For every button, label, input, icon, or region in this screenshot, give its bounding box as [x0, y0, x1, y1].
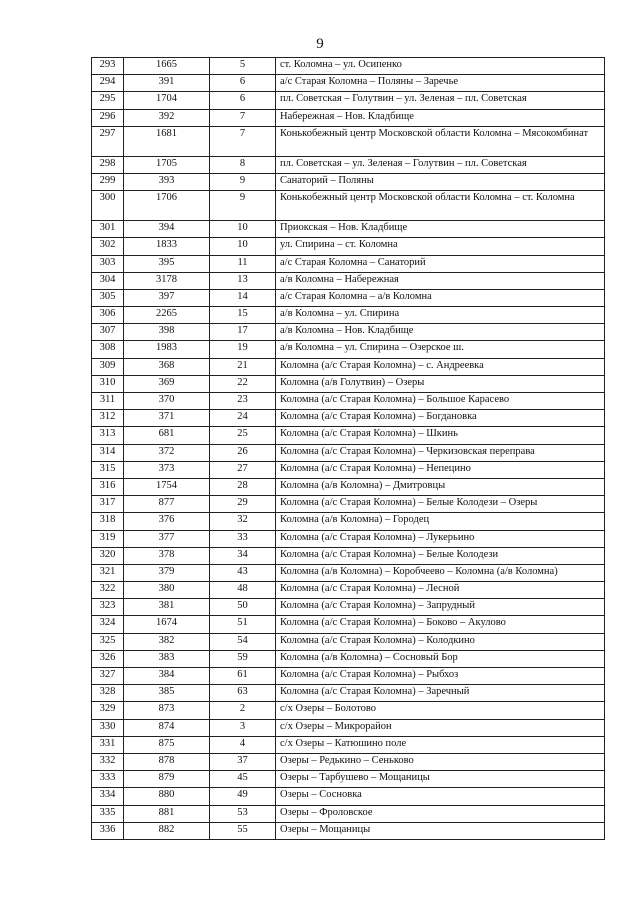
route-number-cell: 48 [210, 582, 276, 599]
row-number-cell: 293 [92, 58, 124, 75]
registry-number-cell: 881 [124, 805, 210, 822]
route-name-cell: Коломна (а/в Коломна) – Дмитровцы [276, 478, 605, 495]
row-number-cell: 298 [92, 156, 124, 173]
registry-number-cell: 879 [124, 771, 210, 788]
table-row [92, 496, 605, 513]
registry-number-cell: 373 [124, 461, 210, 478]
route-number-cell: 61 [210, 668, 276, 685]
route-number-cell: 37 [210, 753, 276, 770]
table-row [92, 753, 605, 770]
route-name-cell: а/в Коломна – ул. Спирина [276, 307, 605, 324]
row-number-cell: 305 [92, 289, 124, 306]
route-number-cell: 17 [210, 324, 276, 341]
route-name-cell: Коломна (а/в Коломна) – Сосновый Бор [276, 650, 605, 667]
registry-number-cell: 368 [124, 358, 210, 375]
row-number-cell: 307 [92, 324, 124, 341]
route-name-cell: а/в Коломна – ул. Спирина – Озерское ш. [276, 341, 605, 358]
route-number-cell: 9 [210, 191, 276, 221]
route-name-cell: с/х Озеры – Болотово [276, 702, 605, 719]
row-number-cell: 303 [92, 255, 124, 272]
registry-number-cell: 395 [124, 255, 210, 272]
row-number-cell: 296 [92, 109, 124, 126]
route-name-cell: Коломна (а/с Старая Коломна) – Колодкино [276, 633, 605, 650]
row-number-cell: 313 [92, 427, 124, 444]
registry-number-cell: 1983 [124, 341, 210, 358]
route-number-cell: 10 [210, 238, 276, 255]
route-number-cell: 63 [210, 685, 276, 702]
registry-number-cell: 370 [124, 393, 210, 410]
registry-number-cell: 874 [124, 719, 210, 736]
registry-number-cell: 398 [124, 324, 210, 341]
registry-number-cell: 380 [124, 582, 210, 599]
route-name-cell: Коломна (а/с Старая Коломна) – с. Андреевка [276, 358, 605, 375]
route-name-cell: Коломна (а/с Старая Коломна) – Шкинь [276, 427, 605, 444]
registry-number-cell: 379 [124, 564, 210, 581]
route-name-cell: Коломна (а/с Старая Коломна) – Белые Колодези – Озеры [276, 496, 605, 513]
route-number-cell: 54 [210, 633, 276, 650]
route-number-cell: 11 [210, 255, 276, 272]
route-name-cell: Озеры – Сосновка [276, 788, 605, 805]
route-name-cell: Конькобежный центр Московской области Коломна – Мясокомбинат [276, 126, 605, 156]
registry-number-cell: 1704 [124, 92, 210, 109]
table-row [92, 650, 605, 667]
table-row [92, 92, 605, 109]
route-number-cell: 26 [210, 444, 276, 461]
registry-number-cell: 385 [124, 685, 210, 702]
table-row [92, 191, 605, 221]
table-row [92, 547, 605, 564]
row-number-cell: 306 [92, 307, 124, 324]
route-name-cell: Коломна (а/в Коломна) – Городец [276, 513, 605, 530]
registry-number-cell: 371 [124, 410, 210, 427]
row-number-cell: 295 [92, 92, 124, 109]
route-name-cell: а/с Старая Коломна – а/в Коломна [276, 289, 605, 306]
registry-number-cell: 369 [124, 375, 210, 392]
route-name-cell: а/с Старая Коломна – Поляны – Заречье [276, 75, 605, 92]
row-number-cell: 310 [92, 375, 124, 392]
table-row [92, 156, 605, 173]
row-number-cell: 299 [92, 173, 124, 190]
route-name-cell: а/в Коломна – Нов. Кладбище [276, 324, 605, 341]
row-number-cell: 312 [92, 410, 124, 427]
row-number-cell: 294 [92, 75, 124, 92]
route-name-cell: Озеры – Редькино – Сеньково [276, 753, 605, 770]
route-number-cell: 29 [210, 496, 276, 513]
route-number-cell: 49 [210, 788, 276, 805]
row-number-cell: 336 [92, 822, 124, 839]
route-name-cell: Коломна (а/с Старая Коломна) – Богдановка [276, 410, 605, 427]
route-name-cell: Санаторий – Поляны [276, 173, 605, 190]
table-row [92, 393, 605, 410]
registry-number-cell: 1681 [124, 126, 210, 156]
row-number-cell: 319 [92, 530, 124, 547]
route-name-cell: Коломна (а/с Старая Коломна) – Боково – Акулово [276, 616, 605, 633]
table-row [92, 685, 605, 702]
row-number-cell: 318 [92, 513, 124, 530]
route-name-cell: Коломна (а/с Старая Коломна) – Запрудный [276, 599, 605, 616]
route-name-cell: ул. Спирина – ст. Коломна [276, 238, 605, 255]
row-number-cell: 304 [92, 272, 124, 289]
route-number-cell: 24 [210, 410, 276, 427]
row-number-cell: 326 [92, 650, 124, 667]
registry-number-cell: 681 [124, 427, 210, 444]
page-number: 9 [316, 36, 324, 52]
route-number-cell: 22 [210, 375, 276, 392]
route-number-cell: 32 [210, 513, 276, 530]
registry-number-cell: 397 [124, 289, 210, 306]
route-name-cell: Набережная – Нов. Кладбище [276, 109, 605, 126]
row-number-cell: 323 [92, 599, 124, 616]
row-number-cell: 309 [92, 358, 124, 375]
registry-number-cell: 877 [124, 496, 210, 513]
route-number-cell: 55 [210, 822, 276, 839]
table-row [92, 633, 605, 650]
route-number-cell: 50 [210, 599, 276, 616]
registry-number-cell: 377 [124, 530, 210, 547]
route-name-cell: Коломна (а/в Коломна) – Коробчеево – Коломна (а/в Коломна) [276, 564, 605, 581]
routes-table-body [92, 58, 605, 840]
route-name-cell: Озеры – Фроловское [276, 805, 605, 822]
table-row [92, 788, 605, 805]
route-number-cell: 7 [210, 126, 276, 156]
row-number-cell: 330 [92, 719, 124, 736]
row-number-cell: 334 [92, 788, 124, 805]
route-number-cell: 59 [210, 650, 276, 667]
table-row [92, 255, 605, 272]
route-name-cell: Коломна (а/с Старая Коломна) – Непецино [276, 461, 605, 478]
table-row [92, 75, 605, 92]
route-number-cell: 5 [210, 58, 276, 75]
registry-number-cell: 1705 [124, 156, 210, 173]
table-row [92, 599, 605, 616]
table-row [92, 324, 605, 341]
route-number-cell: 13 [210, 272, 276, 289]
table-row [92, 478, 605, 495]
route-name-cell: а/с Старая Коломна – Санаторий [276, 255, 605, 272]
registry-number-cell: 384 [124, 668, 210, 685]
route-number-cell: 7 [210, 109, 276, 126]
table-row [92, 173, 605, 190]
table-row [92, 616, 605, 633]
route-number-cell: 27 [210, 461, 276, 478]
row-number-cell: 329 [92, 702, 124, 719]
registry-number-cell: 381 [124, 599, 210, 616]
registry-number-cell: 880 [124, 788, 210, 805]
route-name-cell: Коломна (а/с Старая Коломна) – Белые Колодези [276, 547, 605, 564]
row-number-cell: 300 [92, 191, 124, 221]
registry-number-cell: 2265 [124, 307, 210, 324]
row-number-cell: 328 [92, 685, 124, 702]
route-number-cell: 9 [210, 173, 276, 190]
route-name-cell: Конькобежный центр Московской области Коломна – ст. Коломна [276, 191, 605, 221]
route-number-cell: 53 [210, 805, 276, 822]
table-row [92, 805, 605, 822]
route-name-cell: Озеры – Мощаницы [276, 822, 605, 839]
row-number-cell: 311 [92, 393, 124, 410]
route-number-cell: 3 [210, 719, 276, 736]
row-number-cell: 297 [92, 126, 124, 156]
row-number-cell: 321 [92, 564, 124, 581]
registry-number-cell: 1754 [124, 478, 210, 495]
route-number-cell: 43 [210, 564, 276, 581]
table-row [92, 702, 605, 719]
route-number-cell: 8 [210, 156, 276, 173]
route-name-cell: пл. Советская – ул. Зеленая – Голутвин – пл. Советская [276, 156, 605, 173]
registry-number-cell: 3178 [124, 272, 210, 289]
route-number-cell: 33 [210, 530, 276, 547]
table-row [92, 736, 605, 753]
route-number-cell: 6 [210, 75, 276, 92]
table-row [92, 272, 605, 289]
route-name-cell: Коломна (а/в Голутвин) – Озеры [276, 375, 605, 392]
registry-number-cell: 1665 [124, 58, 210, 75]
registry-number-cell: 873 [124, 702, 210, 719]
table-row [92, 530, 605, 547]
row-number-cell: 316 [92, 478, 124, 495]
route-name-cell: Приокская – Нов. Кладбище [276, 221, 605, 238]
table-row [92, 461, 605, 478]
table-row [92, 444, 605, 461]
route-number-cell: 25 [210, 427, 276, 444]
row-number-cell: 335 [92, 805, 124, 822]
row-number-cell: 314 [92, 444, 124, 461]
registry-number-cell: 391 [124, 75, 210, 92]
route-number-cell: 10 [210, 221, 276, 238]
route-name-cell: ст. Коломна – ул. Осипенко [276, 58, 605, 75]
row-number-cell: 308 [92, 341, 124, 358]
table-row [92, 238, 605, 255]
registry-number-cell: 392 [124, 109, 210, 126]
row-number-cell: 333 [92, 771, 124, 788]
registry-number-cell: 378 [124, 547, 210, 564]
table-row [92, 513, 605, 530]
registry-number-cell: 1674 [124, 616, 210, 633]
table-row [92, 307, 605, 324]
route-number-cell: 51 [210, 616, 276, 633]
route-name-cell: пл. Советская – Голутвин – ул. Зеленая – пл. Советская [276, 92, 605, 109]
route-number-cell: 6 [210, 92, 276, 109]
route-number-cell: 21 [210, 358, 276, 375]
table-row [92, 109, 605, 126]
registry-number-cell: 1833 [124, 238, 210, 255]
row-number-cell: 322 [92, 582, 124, 599]
registry-number-cell: 878 [124, 753, 210, 770]
route-number-cell: 34 [210, 547, 276, 564]
route-name-cell: Коломна (а/с Старая Коломна) – Заречный [276, 685, 605, 702]
table-row [92, 771, 605, 788]
table-row [92, 221, 605, 238]
table-row [92, 126, 605, 156]
row-number-cell: 331 [92, 736, 124, 753]
table-row [92, 719, 605, 736]
route-name-cell: Коломна (а/с Старая Коломна) – Лукерьино [276, 530, 605, 547]
registry-number-cell: 382 [124, 633, 210, 650]
route-number-cell: 28 [210, 478, 276, 495]
route-number-cell: 2 [210, 702, 276, 719]
table-row [92, 58, 605, 75]
route-number-cell: 4 [210, 736, 276, 753]
route-name-cell: Озеры – Тарбушево – Мощаницы [276, 771, 605, 788]
table-row [92, 668, 605, 685]
row-number-cell: 301 [92, 221, 124, 238]
registry-number-cell: 376 [124, 513, 210, 530]
routes-table [91, 57, 605, 840]
registry-number-cell: 875 [124, 736, 210, 753]
row-number-cell: 324 [92, 616, 124, 633]
registry-number-cell: 882 [124, 822, 210, 839]
registry-number-cell: 394 [124, 221, 210, 238]
row-number-cell: 325 [92, 633, 124, 650]
row-number-cell: 317 [92, 496, 124, 513]
route-name-cell: Коломна (а/с Старая Коломна) – Большое Карасево [276, 393, 605, 410]
row-number-cell: 315 [92, 461, 124, 478]
route-number-cell: 45 [210, 771, 276, 788]
route-number-cell: 15 [210, 307, 276, 324]
registry-number-cell: 1706 [124, 191, 210, 221]
table-row [92, 410, 605, 427]
registry-number-cell: 372 [124, 444, 210, 461]
route-number-cell: 23 [210, 393, 276, 410]
row-number-cell: 302 [92, 238, 124, 255]
route-name-cell: с/х Озеры – Микрорайон [276, 719, 605, 736]
table-row [92, 582, 605, 599]
table-row [92, 822, 605, 839]
row-number-cell: 332 [92, 753, 124, 770]
route-number-cell: 14 [210, 289, 276, 306]
table-row [92, 358, 605, 375]
table-row [92, 427, 605, 444]
route-name-cell: Коломна (а/с Старая Коломна) – Лесной [276, 582, 605, 599]
row-number-cell: 327 [92, 668, 124, 685]
route-number-cell: 19 [210, 341, 276, 358]
route-name-cell: Коломна (а/с Старая Коломна) – Черкизовская переправа [276, 444, 605, 461]
route-name-cell: Коломна (а/с Старая Коломна) – Рыбхоз [276, 668, 605, 685]
registry-number-cell: 393 [124, 173, 210, 190]
table-row [92, 341, 605, 358]
registry-number-cell: 383 [124, 650, 210, 667]
table-row [92, 564, 605, 581]
route-name-cell: с/х Озеры – Катюшино поле [276, 736, 605, 753]
row-number-cell: 320 [92, 547, 124, 564]
table-row [92, 375, 605, 392]
table-row [92, 289, 605, 306]
route-name-cell: а/в Коломна – Набережная [276, 272, 605, 289]
